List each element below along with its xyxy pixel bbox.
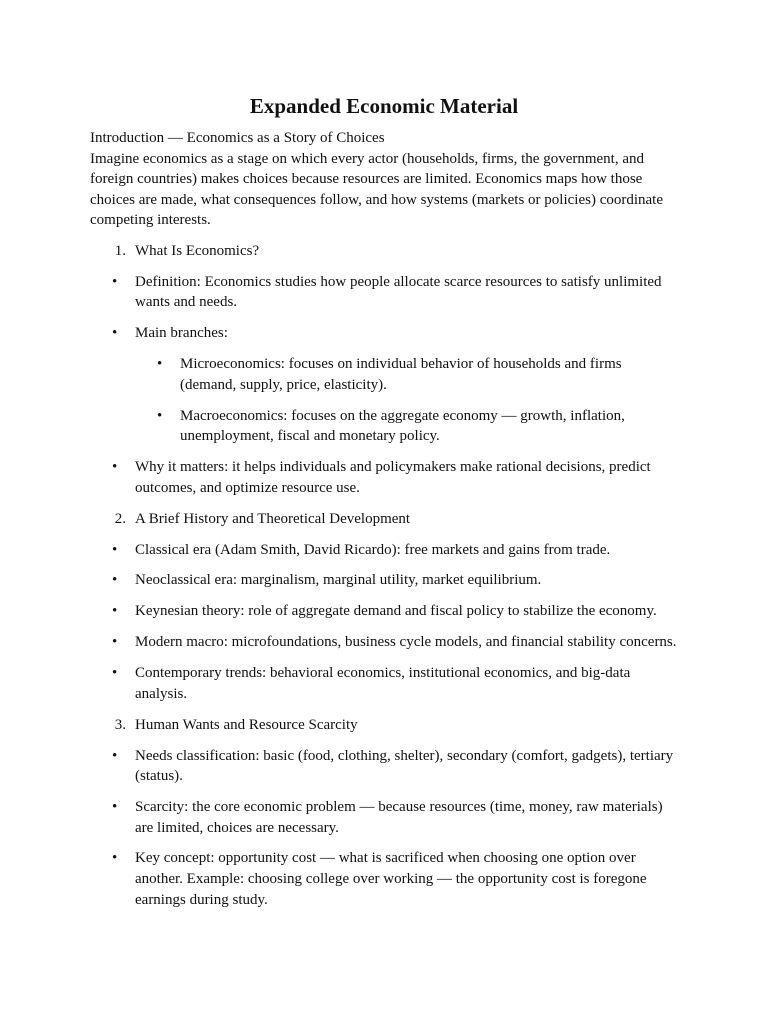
bullet-icon: • bbox=[112, 850, 118, 867]
list-item-text: Scarcity: the core economic problem — because resources (time, money, raw materials) are limited, choices are necessary. bbox=[135, 799, 663, 836]
list-item bbox=[90, 323, 678, 344]
list-item-text: Macroeconomics: focuses on the aggregate economy — growth, inflation, unemployment, fiscal and monetary policy. bbox=[180, 407, 625, 445]
intro-body: Imagine economics as a stage on which every actor (households, firms, the government, and foreign countries) makes choices because resources are limited. Economics maps how those choices are made, what consequences follow, and how systems (markets or policies) coordinate competing interests. bbox=[90, 150, 664, 229]
list-item-text: Key concept: opportunity cost — what is sacrificed when choosing one option over another. Example: choosing college over working — the opportunity cost is foregone earnings during study. bbox=[135, 850, 647, 908]
list-item bbox=[90, 848, 678, 910]
bullet-icon: • bbox=[112, 325, 118, 342]
list-item-text: Needs classification: basic (food, clothing, shelter), secondary (comfort, gadgets), tertiary (status). bbox=[135, 747, 674, 785]
bullet-icon: • bbox=[112, 273, 118, 290]
list-item-text: Microeconomics: focuses on individual behavior of households and firms (demand, supply, price, elasticity). bbox=[180, 356, 622, 393]
section-heading-2 bbox=[90, 509, 678, 530]
bullet-icon: • bbox=[112, 459, 118, 476]
list-item bbox=[90, 540, 678, 561]
sub-list-item bbox=[90, 354, 678, 395]
list-item-text: Contemporary trends: behavioral economics, institutional economics, and big-data analysis. bbox=[135, 665, 631, 702]
list-item bbox=[90, 272, 678, 313]
sub-list-item bbox=[90, 406, 678, 447]
list-item-text: Classical era (Adam Smith, David Ricardo): free markets and gains from trade. bbox=[135, 541, 611, 558]
bullet-icon: • bbox=[157, 407, 163, 424]
bullet-icon: • bbox=[112, 665, 118, 682]
list-item bbox=[90, 632, 678, 653]
document-title: Expanded Economic Material bbox=[249, 94, 519, 118]
list-item bbox=[90, 457, 678, 498]
list-item bbox=[90, 663, 678, 704]
list-item bbox=[90, 601, 678, 622]
list-item bbox=[90, 746, 678, 787]
bullet-icon: • bbox=[112, 799, 118, 815]
intro-heading: Introduction — Economics as a Story of Choices bbox=[90, 130, 385, 146]
list-item bbox=[90, 570, 678, 591]
section-heading-1 bbox=[90, 241, 678, 262]
list-item-text: Neoclassical era: marginalism, marginal utility, market equilibrium. bbox=[135, 572, 542, 589]
bullet-icon: • bbox=[112, 541, 118, 558]
list-item-text: Main branches: bbox=[135, 325, 228, 342]
bullet-icon: • bbox=[112, 603, 118, 620]
intro-section bbox=[90, 128, 678, 231]
section-number: 2. bbox=[114, 510, 126, 527]
list-item-text: Definition: Economics studies how people allocate scarce resources to satisfy unlimited wants and needs. bbox=[135, 273, 662, 311]
section-heading-3 bbox=[90, 715, 678, 736]
section-heading-text: What Is Economics? bbox=[135, 242, 260, 259]
section-heading-text: A Brief History and Theoretical Development bbox=[135, 510, 411, 527]
list-item-text: Why it matters: it helps individuals and policymakers make rational decisions, predict outcomes, and optimize resource use. bbox=[135, 459, 651, 496]
bullet-icon: • bbox=[112, 634, 118, 651]
section-heading-text: Human Wants and Resource Scarcity bbox=[135, 716, 358, 733]
bullet-icon: • bbox=[112, 747, 118, 764]
section-number: 3. bbox=[114, 716, 126, 733]
bullet-icon: • bbox=[157, 356, 163, 373]
section-number: 1. bbox=[114, 242, 126, 259]
list-item-text: Modern macro: microfoundations, business cycle models, and financial stability concerns. bbox=[135, 634, 677, 651]
list-item bbox=[90, 797, 678, 838]
list-item-text: Keynesian theory: role of aggregate demand and fiscal policy to stabilize the economy. bbox=[135, 603, 657, 620]
bullet-icon: • bbox=[112, 572, 118, 589]
